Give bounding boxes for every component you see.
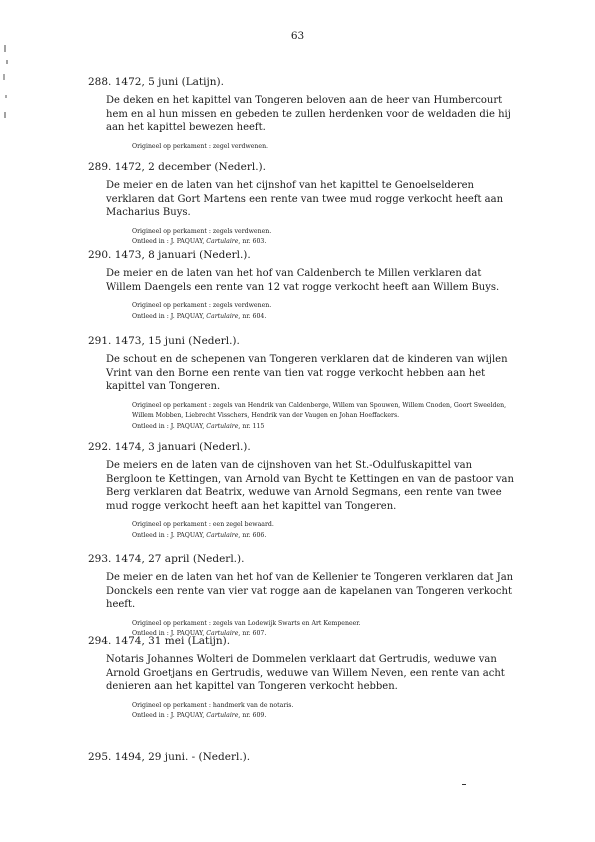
note-reference xyxy=(132,312,512,323)
note-reference-title: Cartulaire, xyxy=(206,712,241,719)
entry-notes xyxy=(132,701,512,722)
entry-295-heading: 295. 1494, 29 juni. - (Nederl.). xyxy=(88,750,251,763)
entry-294 xyxy=(88,634,528,722)
note-reference-label: Ontleed in : J. PAQUAY, xyxy=(132,712,205,719)
note-reference-number: nr. 606. xyxy=(242,531,267,539)
note-original: Origineel op perkament : zegels van Hendrik van Caldenberge, Willem van Spouwen, Willem Cnoden, Goort Sweelden, Willem Mobben, Liebrecht Visschers, Hendrik van der Vaugen en Johan Hoeffackers. xyxy=(132,401,507,419)
note-reference-title: Cartulaire, xyxy=(206,312,241,320)
note-reference-title: Cartulaire, xyxy=(206,422,241,430)
note-reference-number: nr. 609. xyxy=(242,712,267,719)
note-reference-label: Ontleed in : J. PAQUAY, xyxy=(132,238,205,245)
note-reference xyxy=(132,237,512,248)
note-original: Origineel op perkament : zegels verdwenen. xyxy=(132,302,272,309)
scan-edge-mark xyxy=(2,40,12,130)
note-reference-number: nr. 115 xyxy=(242,422,265,430)
entry-heading: 291. 1473, 15 juni (Nederl.). xyxy=(88,335,240,347)
entry-body: De meier en de laten van het hof van Caldenberch te Millen verklaren dat Willem Daengels een rente van 12 vat rogge verkocht heeft aan Willem Buys. xyxy=(106,268,500,293)
note-reference-number: nr. 607. xyxy=(242,630,267,637)
note-original: Origineel op perkament : zegels verdwenen. xyxy=(132,227,272,235)
note-reference xyxy=(132,711,512,722)
note-reference-title: Cartulaire, xyxy=(206,238,241,245)
note-reference-title: Cartulaire, xyxy=(206,630,241,637)
note-reference-label: Ontleed in : J. PAQUAY, xyxy=(132,630,205,637)
note-original: Origineel op perkament : een zegel bewaard. xyxy=(132,521,274,528)
entry-heading: 293. 1474, 27 april (Nederl.). xyxy=(88,553,245,565)
entry-291 xyxy=(88,334,528,432)
note-reference xyxy=(132,531,512,542)
entry-body: De meiers en de laten van de cijnshoven van het St.-Odulfuskapittel van Bergloon te Kettingen, van Arnold van Bycht te Kettingen en van de pastoor van Berg verklaren dat Beatrix, weduwe van Arnold Segmans, een rente van twee mud rogge verkocht heeft aan het kapittel van Tongeren. xyxy=(106,460,514,512)
note-original: Origineel op perkament : zegel verdwenen. xyxy=(132,142,269,150)
entry-notes xyxy=(132,142,512,153)
entry-heading: 292. 1474, 3 januari (Nederl.). xyxy=(88,441,251,453)
entry-notes xyxy=(132,401,512,433)
entry-notes xyxy=(132,227,512,248)
entry-body: De meier en de laten van het hof van de Kellenier te Tongeren verklaren dat Jan Donckels een rente van vier vat rogge aan de kapelanen van Tongeren verkocht heeft. xyxy=(106,572,514,610)
entry-heading: 294. 1474, 31 mei (Latijn). xyxy=(88,635,231,647)
entry-notes xyxy=(132,520,512,541)
note-reference-label: Ontleed in : J. PAQUAY, xyxy=(132,422,205,430)
entry-notes xyxy=(132,301,512,322)
entry-body: De meier en de laten van het cijnshof van het kapittel te Genoelselderen verklaren dat Gort Martens een rente van twee mud rogge verkocht heeft aan Macharius Buys. xyxy=(106,180,504,218)
page-number: 63 xyxy=(290,30,305,42)
note-reference-label: Ontleed in : J. PAQUAY, xyxy=(132,312,205,320)
entry-body: De deken en het kapittel van Tongeren beloven aan de heer van Humbercourt hem en al hun missen en gebeden te zullen herdenken voor de weldaden die hij aan het kapittel bewezen heeft. xyxy=(106,95,511,133)
entry-heading: 288. 1472, 5 juni (Latijn). xyxy=(88,76,224,88)
entry-heading: 290. 1473, 8 januari (Nederl.). xyxy=(88,249,251,261)
entry-292 xyxy=(88,440,528,541)
entry-body: De schout en de schepenen van Tongeren verklaren dat de kinderen van wijlen Vrint van den Borne een rente van tien vat rogge verkocht hebben aan het kapittel van Tongeren. xyxy=(106,354,508,392)
note-reference-title: Cartulaire, xyxy=(206,531,241,539)
entry-288 xyxy=(88,75,528,152)
note-reference-label: Ontleed in : J. PAQUAY, xyxy=(132,531,205,539)
entry-heading: 289. 1472, 2 december (Nederl.). xyxy=(88,161,266,173)
note-reference-number: nr. 603. xyxy=(242,238,267,245)
entry-293 xyxy=(88,552,528,640)
entry-289 xyxy=(88,160,528,248)
note-original: Origineel op perkament : handmerk van de notaris. xyxy=(132,701,294,709)
note-reference xyxy=(132,422,512,433)
scan-speck xyxy=(462,784,466,785)
entry-290 xyxy=(88,248,528,322)
note-original: Origineel op perkament : zegels van Lodewijk Swarts en Art Kempeneer. xyxy=(132,619,361,627)
entry-body: Notaris Johannes Wolteri de Dommelen verklaart dat Gertrudis, weduwe van Arnold Groetjans en Gertrudis, weduwe van Willem Neven, een rente van acht denieren aan het kapittel van Tongeren verkocht hebben. xyxy=(106,654,505,692)
note-reference-number: nr. 604. xyxy=(242,312,267,320)
